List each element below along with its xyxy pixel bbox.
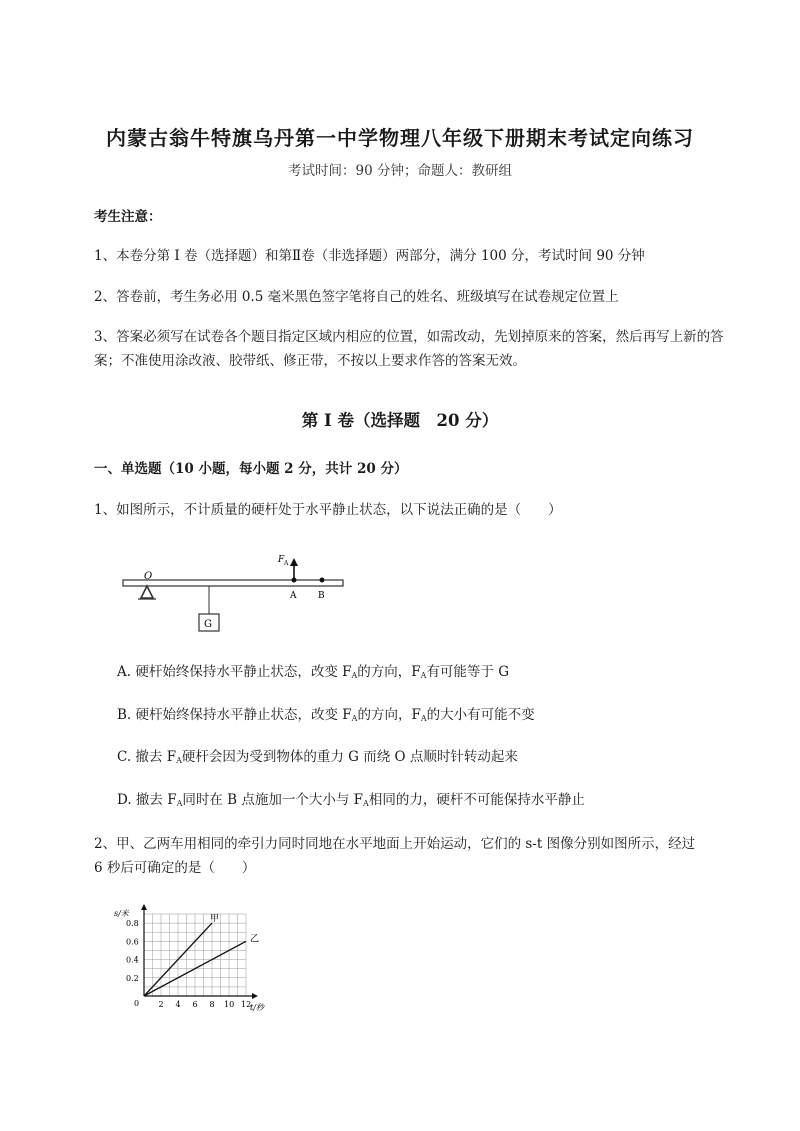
- x-tick-label: 12: [241, 1000, 252, 1009]
- series-label-2: 乙: [250, 934, 260, 945]
- x-tick-label: 8: [209, 1000, 215, 1009]
- question-2-stem-line1: 2、甲、乙两车用相同的牵引力同时同地在水平地面上开始运动，它们的 s-t 图像分别如图所示，经过: [94, 836, 696, 852]
- option-a[interactable]: A. 硬杆始终保持水平静止状态，改变 $F_A$的方向，$F_A$有可能等于 G: [117, 664, 510, 680]
- exam-info: 考试时间：90 分钟；命题人：教研组: [288, 163, 512, 179]
- question-1-stem: 1、如图所示，不计质量的硬杆处于水平静止状态，以下说法正确的是（ ）: [94, 502, 562, 518]
- label-g: G: [204, 619, 212, 630]
- question-2-stem-line2: 6 秒后可确定的是（ ）: [94, 860, 256, 876]
- label-o: O: [144, 571, 153, 582]
- y-tick-label: 0.6: [126, 937, 139, 947]
- point-a: [292, 578, 297, 583]
- origin-label: 0: [134, 999, 140, 1008]
- option-d[interactable]: D. 撤去 $F_A$同时在 B 点施加一个大小与 $F_A$相同的力，硬杆不可能保持水平静止: [117, 792, 585, 808]
- series-label-1: 甲: [210, 914, 220, 925]
- st-chart: [108, 900, 278, 1025]
- x-tick-label: 6: [192, 1000, 198, 1009]
- y-axis-arrow: [141, 904, 147, 910]
- x-tick-label: 2: [158, 1000, 164, 1009]
- label-a: A: [290, 591, 297, 601]
- option-b[interactable]: B. 硬杆始终保持水平静止状态，改变 $F_A$的方向，$F_A$的大小有可能不变: [117, 707, 535, 723]
- y-tick-label: 0.8: [126, 919, 139, 929]
- notice-item-3: 3、答案必须写在试卷各个题目指定区域内相应的位置，如需改动，先划掉原来的答案，然后再写上新的答案；不准使用涂改液、胶带纸、修正带，不按以上要求作答的答案无效。: [94, 329, 724, 369]
- label-f-sub: A: [284, 560, 289, 567]
- option-c[interactable]: C. 撤去 $F_A$硬杆会因为受到物体的重力 G 而绕 O 点顺时针转动起来: [117, 749, 518, 765]
- x-tick-label: 10: [224, 1000, 235, 1009]
- y-axis-label: s/米: [114, 909, 129, 918]
- x-tick-label: 4: [175, 1000, 181, 1009]
- section-title: 第 I 卷（选择题 20 分）: [301, 411, 499, 430]
- fulcrum: [141, 586, 153, 598]
- y-tick-label: 0.4: [126, 955, 139, 965]
- notice-heading: 考生注意：: [94, 209, 162, 225]
- x-axis-arrow: [252, 993, 258, 999]
- lever-bar: [123, 580, 343, 586]
- lever-figure: [110, 540, 360, 640]
- point-b: [320, 578, 325, 583]
- x-axis-label: t/秒: [250, 1003, 264, 1012]
- notice-item-1: 1、本卷分第 I 卷（选择题）和第Ⅱ卷（非选择题）两部分，满分 100 分，考试时间 90 分钟: [94, 248, 645, 264]
- page-title: 内蒙古翁牛特旗乌丹第一中学物理八年级下册期末考试定向练习: [106, 126, 694, 150]
- notice-item-2: 2、答卷前，考生务必用 0.5 毫米黑色签字笔将自己的姓名、班级填写在试卷规定位置上: [94, 289, 619, 305]
- label-b: B: [318, 591, 325, 601]
- y-tick-label: 0.2: [126, 973, 139, 983]
- part-title: 一、单选题（10 小题，每小题 2 分，共计 20 分）: [94, 461, 408, 477]
- label-f: F: [278, 555, 285, 565]
